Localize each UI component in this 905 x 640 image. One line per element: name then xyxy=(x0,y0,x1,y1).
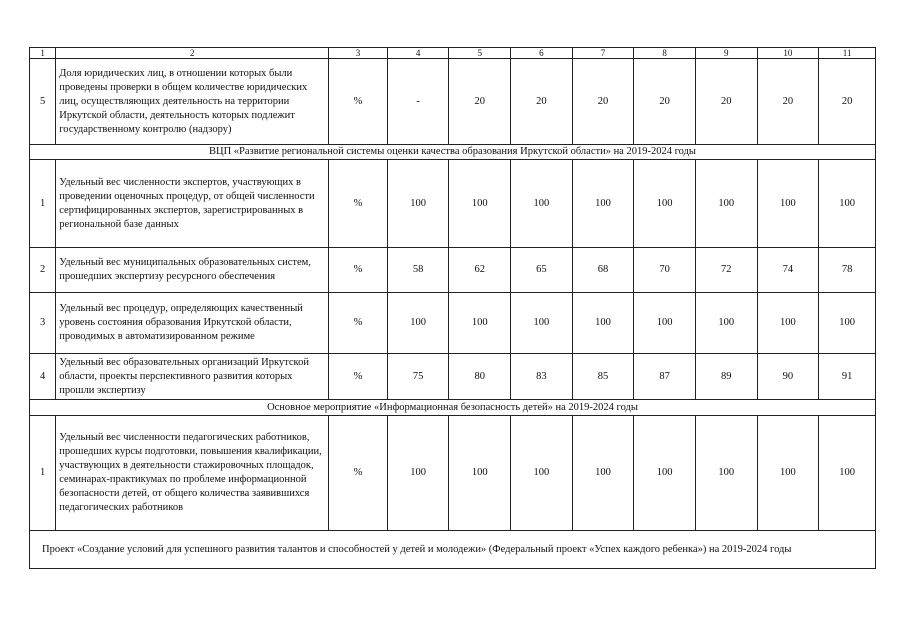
section-title: Основное мероприятие «Информационная безопасность детей» на 2019-2024 годы xyxy=(30,400,876,416)
section-title: ВЦП «Развитие региональной системы оценки качества образования Иркутской области» на 2019-2024 годы xyxy=(30,145,876,160)
value-cell: 100 xyxy=(819,416,876,531)
value-cell: - xyxy=(387,59,449,145)
value-cell: 100 xyxy=(695,416,757,531)
value-cell: 90 xyxy=(757,354,819,400)
indicator-name: Удельный вес образовательных организаций Иркутской области, проекты перспективного развития которых прошли экспертизу xyxy=(56,354,329,400)
value-cell: 100 xyxy=(819,293,876,354)
value-cell: 100 xyxy=(757,293,819,354)
col-header: 8 xyxy=(634,48,696,59)
value-cell: 100 xyxy=(387,160,449,248)
unit-cell: % xyxy=(329,416,388,531)
indicator-name: Удельный вес процедур, определяющих качественный уровень состояния образования Иркутской области, проводимых в автоматизированном режиме xyxy=(56,293,329,354)
table-row xyxy=(30,59,876,145)
unit-cell: % xyxy=(329,59,388,145)
value-cell: 78 xyxy=(819,248,876,293)
table-row xyxy=(30,416,876,531)
table-row xyxy=(30,248,876,293)
indicator-name: Удельный вес муниципальных образовательных систем, прошедших экспертизу ресурсного обеспечения xyxy=(56,248,329,293)
value-cell: 85 xyxy=(572,354,634,400)
value-cell: 100 xyxy=(572,293,634,354)
value-cell: 100 xyxy=(387,416,449,531)
value-cell: 100 xyxy=(634,416,696,531)
value-cell: 100 xyxy=(449,416,511,531)
value-cell: 20 xyxy=(695,59,757,145)
column-number-row xyxy=(30,48,876,59)
value-cell: 100 xyxy=(511,416,573,531)
col-header: 2 xyxy=(56,48,329,59)
table-row xyxy=(30,160,876,248)
value-cell: 100 xyxy=(695,160,757,248)
row-number: 5 xyxy=(30,59,56,145)
value-cell: 70 xyxy=(634,248,696,293)
value-cell: 58 xyxy=(387,248,449,293)
indicator-name: Доля юридических лиц, в отношении которых были проведены проверки в общем количестве юридических лиц, осуществляющих деятельность на территории Иркутской области, деятельность которых подлежит государственному контролю (надзору) xyxy=(56,59,329,145)
col-header: 5 xyxy=(449,48,511,59)
value-cell: 100 xyxy=(511,160,573,248)
section-row xyxy=(30,145,876,160)
value-cell: 100 xyxy=(449,293,511,354)
value-cell: 100 xyxy=(572,416,634,531)
value-cell: 65 xyxy=(511,248,573,293)
table-row xyxy=(30,293,876,354)
value-cell: 20 xyxy=(819,59,876,145)
col-header: 9 xyxy=(695,48,757,59)
value-cell: 68 xyxy=(572,248,634,293)
value-cell: 72 xyxy=(695,248,757,293)
section-row xyxy=(30,531,876,569)
value-cell: 100 xyxy=(634,293,696,354)
unit-cell: % xyxy=(329,160,388,248)
value-cell: 20 xyxy=(511,59,573,145)
value-cell: 100 xyxy=(757,160,819,248)
col-header: 6 xyxy=(511,48,573,59)
value-cell: 89 xyxy=(695,354,757,400)
value-cell: 83 xyxy=(511,354,573,400)
value-cell: 74 xyxy=(757,248,819,293)
value-cell: 87 xyxy=(634,354,696,400)
value-cell: 100 xyxy=(757,416,819,531)
value-cell: 100 xyxy=(819,160,876,248)
value-cell: 100 xyxy=(695,293,757,354)
section-title: Проект «Создание условий для успешного развития талантов и способностей у детей и молодежи» (Федеральный проект «Успех каждого ребенка») на 2019-2024 годы xyxy=(30,531,876,569)
value-cell: 100 xyxy=(449,160,511,248)
value-cell: 100 xyxy=(511,293,573,354)
row-number: 1 xyxy=(30,416,56,531)
unit-cell: % xyxy=(329,354,388,400)
value-cell: 100 xyxy=(634,160,696,248)
section-row xyxy=(30,400,876,416)
unit-cell: % xyxy=(329,248,388,293)
value-cell: 75 xyxy=(387,354,449,400)
value-cell: 20 xyxy=(634,59,696,145)
col-header: 3 xyxy=(329,48,388,59)
value-cell: 20 xyxy=(572,59,634,145)
row-number: 2 xyxy=(30,248,56,293)
value-cell: 20 xyxy=(757,59,819,145)
value-cell: 91 xyxy=(819,354,876,400)
value-cell: 62 xyxy=(449,248,511,293)
indicator-name: Удельный вес численности экспертов, участвующих в проведении оценочных процедур, от общей численности сертифицированных экспертов, зарегистрированных в региональной базе данных xyxy=(56,160,329,248)
row-number: 3 xyxy=(30,293,56,354)
value-cell: 100 xyxy=(387,293,449,354)
value-cell: 100 xyxy=(572,160,634,248)
col-header: 1 xyxy=(30,48,56,59)
col-header: 7 xyxy=(572,48,634,59)
value-cell: 20 xyxy=(449,59,511,145)
table-row xyxy=(30,354,876,400)
col-header: 11 xyxy=(819,48,876,59)
unit-cell: % xyxy=(329,293,388,354)
indicator-name: Удельный вес численности педагогических работников, прошедших курсы подготовки, повышения квалификации, участвующих в деятельности стажировочных площадок, семинарах-практикумах по проблеме информационной безопасности детей, от общего количества заявившихся педагогических работников xyxy=(56,416,329,531)
row-number: 4 xyxy=(30,354,56,400)
col-header: 4 xyxy=(387,48,449,59)
indicator-table xyxy=(29,47,876,569)
value-cell: 80 xyxy=(449,354,511,400)
col-header: 10 xyxy=(757,48,819,59)
row-number: 1 xyxy=(30,160,56,248)
